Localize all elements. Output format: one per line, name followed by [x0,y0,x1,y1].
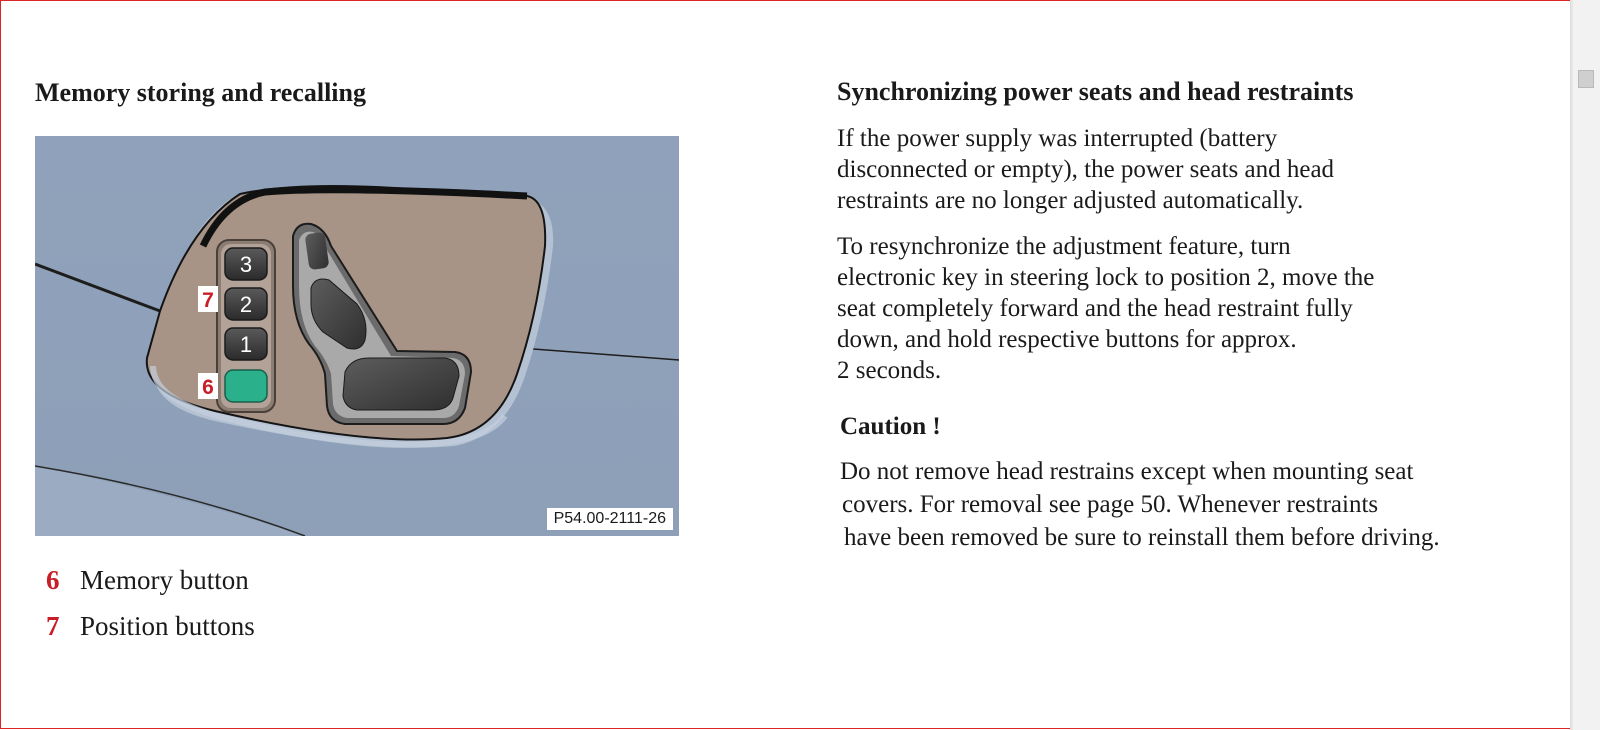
legend-item [46,565,249,596]
callout-memory-button: 6 [202,376,214,399]
legend-label: Position buttons [80,611,255,641]
text-line: Do not remove head restrains except when mounting seat [840,458,1414,485]
text-line: covers. For removal see page 50. Whenever restraints [842,491,1379,518]
text-line: To resynchronize the adjustment feature, turn [837,233,1291,260]
legend-label: Memory button [80,565,249,595]
text-line: 2 seconds. [837,357,942,384]
text-line: electronic key in steering lock to position 2, move the [837,264,1375,291]
text-line: seat completely forward and the head restraint fully [837,295,1353,322]
paragraph-power-interrupted [837,123,1334,216]
button-1-label: 1 [239,332,253,357]
text-line: If the power supply was interrupted (battery [837,125,1278,152]
scrollbar-track [1571,0,1573,730]
vertical-scrollbar[interactable] [1570,0,1600,730]
legend-item [46,611,255,642]
button-3-label: 3 [239,252,253,277]
caution-paragraph [840,455,1440,554]
text-line: restraints are no longer adjusted automatically. [837,187,1304,214]
legend-number: 7 [46,611,60,641]
figure-code: P54.00-2111-26 [547,508,673,530]
seat-control-drawing [35,136,679,536]
paragraph-resynchronize [837,231,1374,386]
text-line: down, and hold respective buttons for approx. [837,326,1297,353]
callout-position-buttons: 7 [202,289,214,312]
text-line: disconnected or empty), the power seats and head [837,156,1335,183]
section-title-synchronizing: Synchronizing power seats and head restraints [837,77,1354,106]
button-2-label: 2 [239,292,253,317]
caution-heading: Caution ! [840,413,941,440]
legend-number: 6 [46,565,60,595]
text-line: have been removed be sure to reinstall them before driving. [844,524,1440,551]
seat-control-illustration [35,136,679,536]
section-title-memory: Memory storing and recalling [35,78,366,107]
scrollbar-thumb[interactable] [1578,70,1594,88]
